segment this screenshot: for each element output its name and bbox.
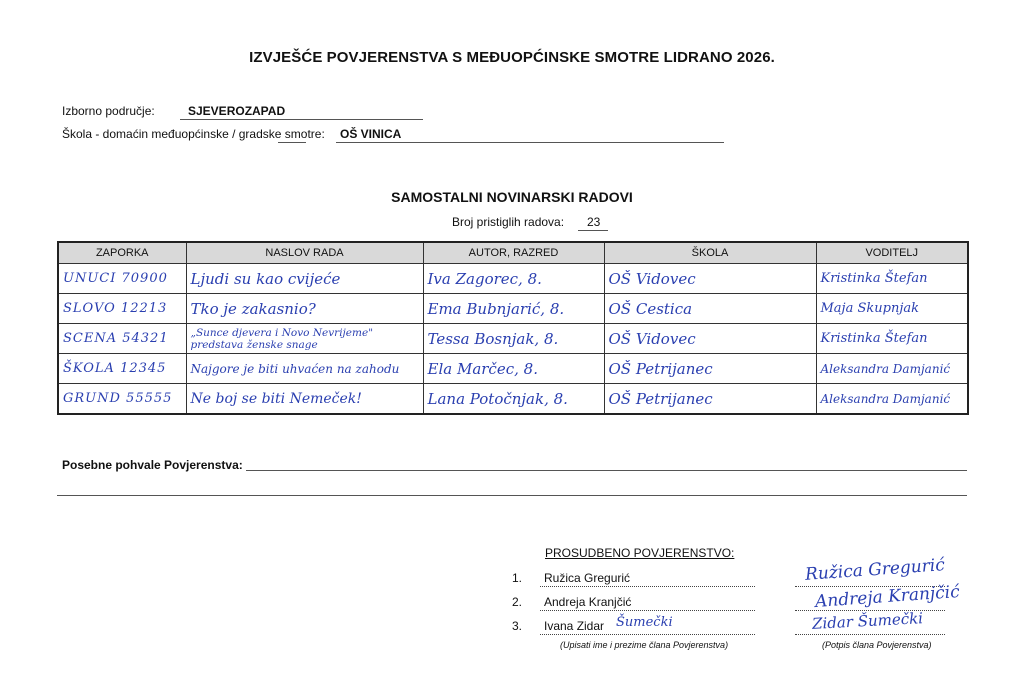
member-number: 3. (512, 619, 523, 633)
member-number: 2. (512, 595, 523, 609)
committee-heading: PROSUDBENO POVJERENSTVO: (545, 546, 735, 560)
table-header-row (58, 242, 968, 264)
table-row (58, 294, 968, 324)
cell-school: OŠ Petrijanec (604, 354, 816, 384)
cell-mentor: Aleksandra Damjanić (816, 354, 968, 384)
cell-author: Lana Potočnjak, 8. (423, 384, 604, 415)
cell-title: Ljudi su kao cvijeće (186, 264, 423, 294)
signature-caption: (Potpis člana Povjerenstva) (822, 640, 932, 650)
count-label: Broj pristiglih radova: (452, 215, 565, 229)
table-row (58, 384, 968, 415)
signature-line (795, 634, 945, 635)
cell-code: UNUCI 70900 (58, 264, 186, 294)
praise-line-1 (246, 470, 967, 471)
count-value: 23 (587, 215, 601, 229)
host-school-underline-short (278, 142, 306, 143)
member-name: Ružica Gregurić (544, 571, 631, 585)
praise-line-2 (57, 495, 967, 496)
cell-mentor: Kristinka Štefan (816, 264, 968, 294)
cell-code: SLOVO 12213 (58, 294, 186, 324)
cell-author: Tessa Bosnjak, 8. (423, 324, 604, 354)
region-label: Izborno područje: (62, 104, 155, 118)
host-school-label: Škola - domaćin međuopćinske / gradske smotre: (62, 127, 325, 141)
cell-title: „Sunce djevera i Novo Nevrijeme" predstava ženske snage (186, 324, 423, 354)
signature-1: Ružica Gregurić (804, 555, 946, 585)
cell-author: Ema Bubnjarić, 8. (423, 294, 604, 324)
cell-school: OŠ Petrijanec (604, 384, 816, 415)
praise-label: Posebne pohvale Povjerenstva: (62, 458, 243, 472)
host-school-underline (336, 142, 724, 143)
region-underline (180, 119, 423, 120)
cell-mentor: Aleksandra Damjanić (816, 384, 968, 415)
signature-2: Andreja Kranjčić (814, 581, 961, 613)
member-name-handwritten: Šumečki (616, 615, 673, 630)
cell-school: OŠ Vidovec (604, 324, 816, 354)
table-row (58, 324, 968, 354)
count-underline (578, 230, 608, 231)
cell-code: GRUND 55555 (58, 384, 186, 415)
member-name: Andreja Kranjčić (544, 595, 632, 609)
cell-title: Tko je zakasnio? (186, 294, 423, 324)
cell-title: Ne boj se biti Nemeček! (186, 384, 423, 415)
member-name: Ivana Zidar (544, 619, 605, 633)
document-title: IZVJEŠĆE POVJERENSTVA S MEĐUOPĆINSKE SMOTRE LIDRANO 2026. (249, 49, 775, 66)
cell-author: Ela Marčec, 8. (423, 354, 604, 384)
cell-school: OŠ Cestica (604, 294, 816, 324)
header-author: AUTOR, RAZRED (423, 242, 604, 264)
cell-school: OŠ Vidovec (604, 264, 816, 294)
header-school: ŠKOLA (604, 242, 816, 264)
cell-mentor: Kristinka Štefan (816, 324, 968, 354)
header-title: NASLOV RADA (186, 242, 423, 264)
region-value: SJEVEROZAPAD (188, 104, 286, 118)
header-code: ZAPORKA (58, 242, 186, 264)
host-school-value: OŠ VINICA (340, 127, 402, 141)
header-mentor: VODITELJ (816, 242, 968, 264)
member-line (540, 610, 755, 611)
table-row (58, 354, 968, 384)
cell-code: ŠKOLA 12345 (58, 354, 186, 384)
table-row (58, 264, 968, 294)
cell-code: SCENA 54321 (58, 324, 186, 354)
member-line (540, 586, 755, 587)
names-caption: (Upisati ime i prezime člana Povjerenstva) (560, 640, 729, 650)
works-table (57, 241, 969, 415)
section-title: SAMOSTALNI NOVINARSKI RADOVI (391, 189, 633, 205)
cell-mentor: Maja Skupnjak (816, 294, 968, 324)
cell-author: Iva Zagorec, 8. (423, 264, 604, 294)
signature-3: Zidar Šumečki (811, 609, 924, 633)
member-line (540, 634, 755, 635)
cell-title: Najgore je biti uhvaćen na zahodu (186, 354, 423, 384)
member-number: 1. (512, 571, 523, 585)
